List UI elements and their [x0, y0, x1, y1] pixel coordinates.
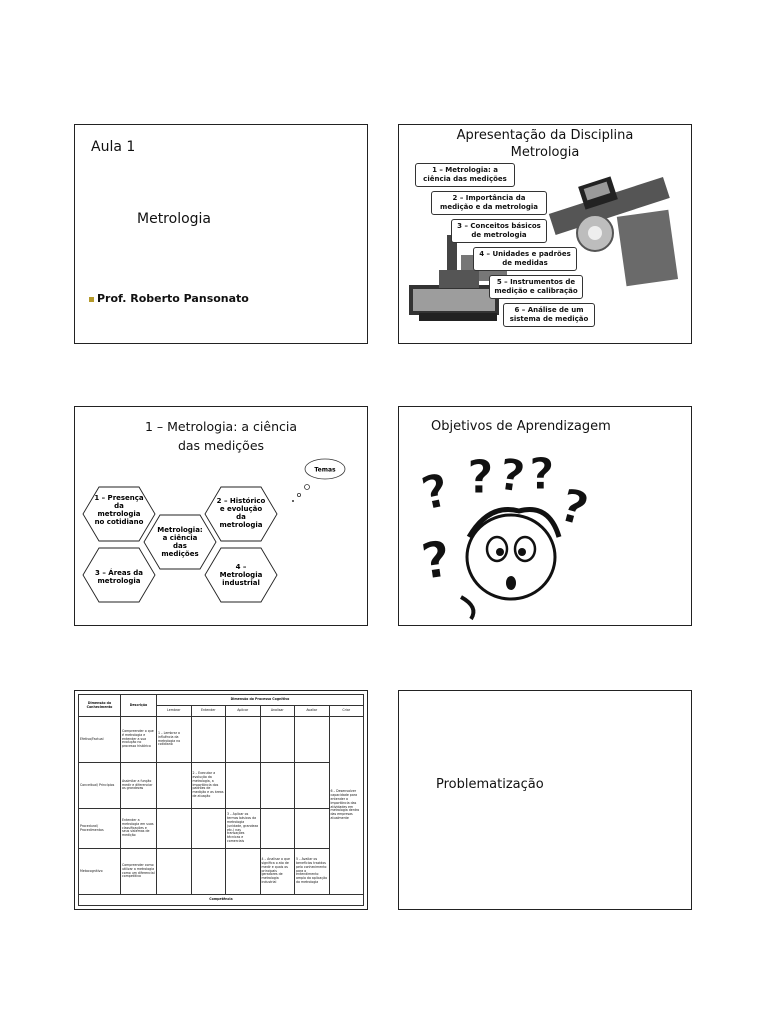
- svg-text:industrial: industrial: [222, 579, 260, 587]
- topic-box-3: 3 – Conceitos básicos de metrologia: [451, 219, 547, 243]
- svg-text:a ciência: a ciência: [162, 534, 198, 542]
- thought-dot: [297, 493, 300, 496]
- svg-text:metrologia: metrologia: [97, 577, 141, 585]
- title-line-2: das medições: [177, 438, 265, 453]
- svg-text:Metrologia: Metrologia: [219, 571, 263, 579]
- svg-text:1 – Presença: 1 – Presença: [94, 494, 144, 502]
- bullet-icon: [89, 297, 94, 302]
- svg-text:?: ?: [467, 450, 494, 504]
- svg-text:3 – Áreas da: 3 – Áreas da: [95, 569, 143, 577]
- svg-text:da: da: [236, 513, 246, 521]
- professor-line: [89, 292, 249, 305]
- svg-text:?: ?: [554, 477, 595, 537]
- slide-title: Problematização: [436, 777, 544, 792]
- header-criar: Criar: [329, 706, 364, 717]
- topic-box-5: 5 – Instrumentos de medição e calibração: [489, 275, 583, 299]
- table-footer-row: [79, 895, 364, 906]
- slide-objetivos: [398, 406, 692, 626]
- slide-problematizacao: [398, 690, 692, 910]
- bubble-label: Temas: [314, 466, 336, 474]
- professor-name: Prof. Roberto Pansonato: [97, 292, 249, 305]
- header-analisar: Analisar: [260, 706, 295, 717]
- svg-text:Metrologia:: Metrologia:: [157, 526, 203, 534]
- svg-text:no cotidiano: no cotidiano: [94, 518, 144, 526]
- svg-text:2 – Histórico: 2 – Histórico: [216, 497, 266, 505]
- svg-text:e evolução: e evolução: [219, 505, 263, 513]
- topic-box-2: 2 – Importância da medição e da metrologia: [431, 191, 547, 215]
- thought-dot: [305, 485, 310, 490]
- slide-competencias-table: [74, 690, 368, 910]
- title-line-1: 1 – Metrologia: a ciência: [144, 419, 297, 434]
- header-descricao: Descrição: [121, 695, 157, 717]
- table-row: Procedural/ Procedimentos Entender a metrologia em suas classificações e seus sistemas de medição 3 – Aplicar os termos básicos da metrologia (unidade, grandeza etc.) nas transações técnicas e comerciais: [79, 809, 364, 849]
- table-row: Metacognitivo Compreender como utilizar a metrologia como um diferencial competitivo 4 – Analisar o que significa o ato de medir e quais os principais geradores de metrologia industrial 5 – Avaliar os benefícios trazidos pelo conhecimento para o entendimento amplo da aplicação da metrologia: [79, 849, 364, 895]
- hexagon-diagram: [75, 407, 368, 626]
- header-entender: Entender: [191, 706, 226, 717]
- slide-apresentacao: [398, 124, 692, 344]
- svg-text:da: da: [114, 502, 124, 510]
- thinking-face-image: [399, 407, 692, 626]
- svg-text:4 –: 4 –: [235, 563, 247, 571]
- header-lembrar: Lembrar: [157, 706, 192, 717]
- thought-dot: [292, 500, 294, 502]
- topic-box-1: 1 – Metrologia: a ciência das medições: [415, 163, 515, 187]
- hex-1-label: [94, 494, 144, 526]
- hex-3-label: [95, 568, 143, 585]
- svg-text:?: ?: [495, 449, 529, 504]
- svg-text:das: das: [173, 542, 187, 550]
- slide-title: Objetivos de Aprendizagem: [431, 419, 611, 434]
- header-avaliar: Avaliar: [295, 706, 330, 717]
- header-processo: Dimensão do Processo Cognitivo: [157, 695, 364, 706]
- title-line-2: Metrologia: [510, 145, 580, 160]
- svg-text:?: ?: [416, 462, 454, 521]
- header-dimensao: Dimensão do Conhecimento: [79, 695, 121, 717]
- topic-box-4: 4 – Unidades e padrões de medidas: [473, 247, 577, 271]
- svg-text:metrologia: metrologia: [97, 510, 141, 518]
- svg-text:?: ?: [417, 529, 455, 592]
- topic-box-6: 6 – Análise de um sistema de medição: [503, 303, 595, 327]
- header-aplicar: Aplicar: [226, 706, 261, 717]
- title-line-1: Apresentação da Disciplina: [456, 128, 634, 143]
- footer-competencia: Competência: [79, 895, 364, 906]
- table-row: Conceitual/ Princípios Assimilar a função medir e diferenciar as grandezas 2 – Executar a evolução da metrologia, a importância dos padrões de medição e as áreas de atuação: [79, 763, 364, 809]
- svg-text:metrologia: metrologia: [219, 521, 263, 529]
- slide-metrologia-ciencia: [74, 406, 368, 626]
- table-row: Efetivo/Factual Compreender o que é metrologia e entender a sua evolução no processo histórico 1 – Lembrar a influência da metrologia no cotidiano 6 – Desenvolver capacidade para entender a importância das atividades em metrologia dentro das empresas atualmente: [79, 717, 364, 763]
- competency-table: [78, 694, 364, 906]
- slide-title: Aula 1: [91, 139, 136, 155]
- svg-text:medições: medições: [161, 550, 199, 558]
- slide-aula-1: [74, 124, 368, 344]
- svg-text:?: ?: [529, 449, 555, 500]
- slide-subject: Metrologia: [137, 211, 212, 227]
